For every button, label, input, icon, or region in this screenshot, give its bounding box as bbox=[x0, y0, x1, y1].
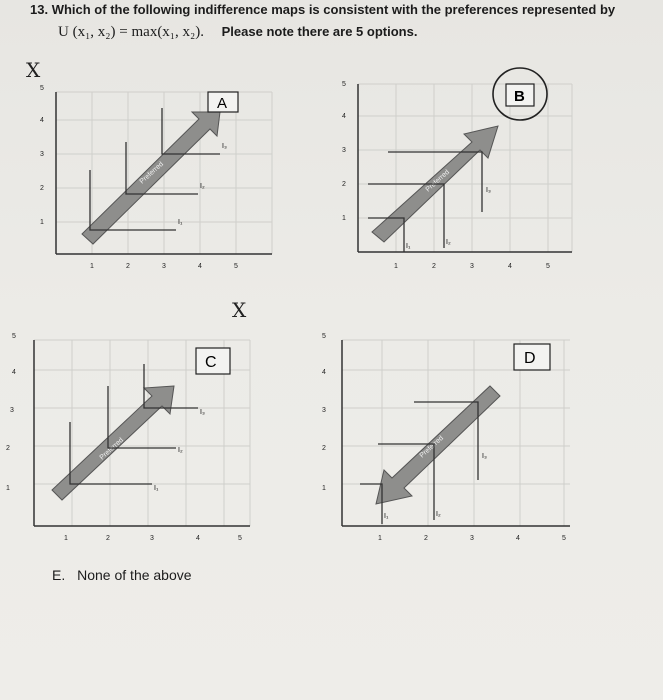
handwritten-x-mark: X bbox=[232, 298, 247, 322]
svg-text:1: 1 bbox=[394, 263, 398, 270]
curve-label-i2: I₂ bbox=[178, 447, 183, 454]
svg-text:4: 4 bbox=[12, 369, 16, 376]
curve-label-i3: I₃ bbox=[486, 187, 491, 194]
svg-text:3: 3 bbox=[150, 535, 154, 542]
y-tick-labels bbox=[40, 85, 44, 226]
svg-text:2: 2 bbox=[432, 263, 436, 270]
graph-c-svg bbox=[4, 330, 254, 545]
graph-d[interactable] bbox=[318, 330, 578, 550]
question-number: 13. bbox=[30, 2, 49, 17]
svg-text:2: 2 bbox=[342, 181, 346, 188]
svg-text:5: 5 bbox=[546, 263, 550, 270]
curve-label-i3: I₃ bbox=[482, 453, 487, 460]
svg-text:1: 1 bbox=[342, 215, 346, 222]
option-label-b: B bbox=[514, 88, 525, 105]
curve-label-i3: I₃ bbox=[200, 409, 205, 416]
y-tick-labels bbox=[6, 333, 16, 492]
preferred-label: Preferred bbox=[138, 160, 166, 186]
option-label-a: A bbox=[217, 95, 228, 112]
x-tick-labels bbox=[90, 263, 238, 270]
preferred-label: Preferred bbox=[418, 434, 446, 460]
utility-function: U (x₁, x₂) = max(x₁, x₂). bbox=[58, 24, 205, 40]
svg-text:1: 1 bbox=[90, 263, 94, 270]
curve-label-i1: I₁ bbox=[154, 485, 159, 492]
graph-c[interactable] bbox=[4, 330, 254, 550]
svg-text:4: 4 bbox=[40, 117, 44, 124]
x-tick-labels bbox=[394, 263, 550, 270]
svg-text:5: 5 bbox=[12, 333, 16, 340]
y-tick-labels bbox=[322, 333, 326, 492]
option-e-text: None of the above bbox=[77, 567, 192, 583]
svg-text:5: 5 bbox=[322, 333, 326, 340]
graph-a-svg bbox=[32, 72, 282, 282]
svg-text:5: 5 bbox=[562, 535, 566, 542]
option-e[interactable] bbox=[52, 567, 192, 583]
svg-text:3: 3 bbox=[10, 407, 14, 414]
svg-text:4: 4 bbox=[196, 535, 200, 542]
curve-label-i3: I₃ bbox=[222, 143, 227, 150]
svg-text:5: 5 bbox=[40, 85, 44, 92]
svg-text:3: 3 bbox=[470, 535, 474, 542]
option-label-c: C bbox=[205, 354, 217, 371]
svg-text:1: 1 bbox=[64, 535, 68, 542]
question-number-and-text bbox=[30, 2, 615, 17]
svg-text:3: 3 bbox=[470, 263, 474, 270]
option-e-letter: E. bbox=[52, 567, 66, 583]
question-line-2 bbox=[58, 24, 417, 41]
svg-text:4: 4 bbox=[198, 263, 202, 270]
curve-label-i2: I₂ bbox=[446, 239, 451, 246]
svg-text:4: 4 bbox=[342, 113, 346, 120]
x-tick-labels bbox=[378, 535, 566, 542]
svg-text:1: 1 bbox=[40, 219, 44, 226]
option-label-d: D bbox=[524, 350, 536, 367]
svg-text:4: 4 bbox=[516, 535, 520, 542]
svg-text:5: 5 bbox=[234, 263, 238, 270]
svg-text:3: 3 bbox=[342, 147, 346, 154]
graph-b[interactable] bbox=[332, 72, 582, 287]
curve-label-i1: I₁ bbox=[178, 219, 183, 226]
svg-text:2: 2 bbox=[322, 445, 326, 452]
graph-b-svg bbox=[332, 72, 582, 282]
svg-text:1: 1 bbox=[6, 485, 10, 492]
svg-text:5: 5 bbox=[238, 535, 242, 542]
svg-text:2: 2 bbox=[40, 185, 44, 192]
svg-text:2: 2 bbox=[126, 263, 130, 270]
svg-text:4: 4 bbox=[322, 369, 326, 376]
svg-text:3: 3 bbox=[40, 151, 44, 158]
graph-a[interactable] bbox=[32, 72, 282, 287]
options-note: Please note there are 5 options. bbox=[221, 24, 418, 39]
svg-text:5: 5 bbox=[342, 81, 346, 88]
svg-text:3: 3 bbox=[162, 263, 166, 270]
svg-text:3: 3 bbox=[322, 407, 326, 414]
preferred-label: Preferred bbox=[98, 436, 126, 462]
preferred-label: Preferred bbox=[424, 168, 452, 194]
curve-label-i2: I₂ bbox=[436, 511, 441, 518]
graph-d-svg bbox=[318, 330, 578, 545]
handwritten-x-mark: X bbox=[26, 58, 41, 82]
curve-label-i1: I₁ bbox=[384, 513, 389, 520]
svg-text:4: 4 bbox=[508, 263, 512, 270]
svg-text:2: 2 bbox=[106, 535, 110, 542]
y-tick-labels bbox=[342, 81, 346, 222]
svg-text:2: 2 bbox=[6, 445, 10, 452]
svg-text:1: 1 bbox=[378, 535, 382, 542]
curve-label-i2: I₂ bbox=[200, 183, 205, 190]
svg-text:2: 2 bbox=[424, 535, 428, 542]
curve-label-i1: I₁ bbox=[406, 243, 411, 250]
question-text: Which of the following indifference maps is consistent with the preferences represented by bbox=[51, 2, 616, 17]
svg-text:1: 1 bbox=[322, 485, 326, 492]
x-tick-labels bbox=[64, 535, 242, 542]
